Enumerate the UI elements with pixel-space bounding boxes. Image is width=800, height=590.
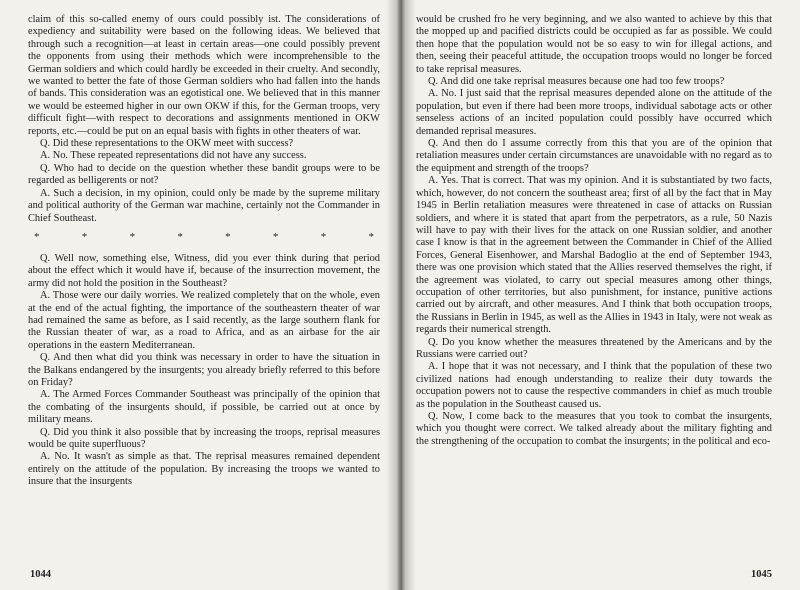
right-page-text bbox=[416, 14, 772, 448]
paragraph: A. No. I just said that the reprisal measures depended alone on the attitude of the population, but even if there had been more troops, individual sabotage acts or other senseless actions of an incited population could possibly have occurred which demanded reprisal measures. bbox=[416, 88, 772, 137]
separator-star: * bbox=[368, 230, 374, 243]
paragraph: A. The Armed Forces Commander Southeast was principally of the opinion that the combating of the insurgents should, if possible, be carried out at once by military means. bbox=[28, 389, 380, 426]
page-number: 1044 bbox=[30, 569, 51, 580]
paragraph: A. Those were our daily worries. We realized completely that on the whole, even at the end of the actual fighting, the importance of the southeastern theater of war had remained the same as before, as I said recently, as the large southern flank for the Russian theater of war, as a road to Africa, and as an airbase for the air operations in the eastern Mediterranean. bbox=[28, 290, 380, 351]
left-page bbox=[0, 0, 398, 590]
paragraph: A. No. It wasn't as simple as that. The reprisal measures remained dependent entirely on the attitude of the population. By increasing the troops we wanted to insure that the insurgents bbox=[28, 451, 380, 488]
paragraph: A. Such a decision, in my opinion, could only be made by the supreme military and political authority of the German war machine, certainly not the Commander in Chief Southeast. bbox=[28, 187, 380, 224]
separator-star: * bbox=[320, 230, 327, 243]
section-separator bbox=[34, 231, 374, 243]
paragraph: Q. Did these representations to the OKW meet with success? bbox=[40, 138, 294, 150]
paragraph: would be crushed fro he very beginning, and we also wanted to achieve by this that the mopped up and pacified districts could be occupied as far as possible. We could then hope that the population would not be so easy to win for illegal actions, and then, seeing their peaceful attitude, the occupation troops would no longer be forced to take reprisal measures. bbox=[416, 14, 772, 75]
paragraph: Q. Now, I come back to the measures that you took to combat the insurgents, which you thought were correct. We talked already about the military fighting and the strengthening of the occupation to combat the insurgents; in the political and eco- bbox=[416, 411, 772, 447]
page-number: 1045 bbox=[751, 569, 772, 580]
paragraph: Q. And then what did you think was necessary in order to have the situation in the Balkans endangered by the insurgents; you already briefly referred to this before on Friday? bbox=[28, 352, 380, 388]
paragraph: Q. Who had to decide on the question whether these bandit groups were to be regarded as belligerents or not? bbox=[28, 162, 380, 187]
separator-star: * bbox=[34, 230, 40, 243]
paragraph: Q. Do you know whether the measures threatened by the Americans and by the Russians were carried out? bbox=[416, 336, 772, 360]
paragraph: Q. Well now, something else, Witness, did you ever think during that period about the effect which it would have if, because of the insurrection movement, the army did not hold the position in the Southeast? bbox=[28, 252, 380, 289]
paragraph: Q. And then do I assume correctly from this that you are of the opinion that retaliation measures under certain circumstances are unavoidable with no regard as to the equipment and strength of the troops? bbox=[416, 138, 772, 174]
separator-star: * bbox=[81, 230, 88, 243]
paragraph: claim of this so-called enemy of ours could possibly ist. The considerations of expediency and suitability were based on the following ideas. We believed that through such a recognition—at least in certain areas—one could possibly prevent the opponents from using their methods which were incomprehensible to the German soldiers and which could hardly be exceeded in their cruelty. And secondly, we wanted to better the fate of those German soldiers who had fallen into the hands of bands. This consideration was an egotistical one. We believed that in this manner we would be esteemed higher in our own OKW if this, for the German troops, very difficult fight—with respect to decorations and assignments mentioned in OKW reports, etc.—could be put on an equal basis with fights in other theaters of war. bbox=[28, 14, 380, 137]
paragraph: Q. Did you think it also possible that by increasing the troops, reprisal measures would be quite superfluous? bbox=[28, 426, 380, 450]
book-gutter-shadow bbox=[386, 0, 416, 590]
separator-star: * bbox=[225, 230, 231, 243]
paragraph: Q. And did one take reprisal measures because one had too few troops? bbox=[428, 76, 725, 88]
separator-star: * bbox=[129, 230, 136, 243]
separator-star: * bbox=[177, 230, 183, 243]
paragraph: A. No. These repeated representations did not have any success. bbox=[40, 150, 307, 162]
right-page bbox=[402, 0, 800, 590]
left-page-text bbox=[28, 14, 380, 489]
paragraph: A. I hope that it was not necessary, and I think that the population of these two civilized nations had enough understanding to realize their duty towards the occupation powers not to cause the respective commanders in chief as much trouble as the population in the Southeast caused us. bbox=[416, 361, 772, 410]
separator-star: * bbox=[272, 230, 279, 243]
paragraph: A. Yes. That is correct. That was my opinion. And it is substantiated by two facts, which, however, do not concern the southeast area; first of all by the fact that in May 1945 in Berlin retaliation measures were threatened in case of attacks on Russian soldiers, and where it is stated that apart from the perpetrators, as a rule, 50 Nazis will have to pay with their lives for the attack on one Russian soldier, and another case I know is that in the agreement between the Commander in Chief of the Allied Forces, General Eisenhower, and Marshal Badoglio at the end of September 1943, there was one provision which stated that the Allies reserved themselves the right, if the agreement was violated, to carry out special measures among other things, occupation of other territories, but also punishment, for instance, punitive actions carried out by aircraft, and other measures. And I think that both occupation troops, the Russians in Berlin in 1945, as well as the Allies in 1943 in Italy, were not weak as regards their numerical strength. bbox=[416, 175, 773, 336]
